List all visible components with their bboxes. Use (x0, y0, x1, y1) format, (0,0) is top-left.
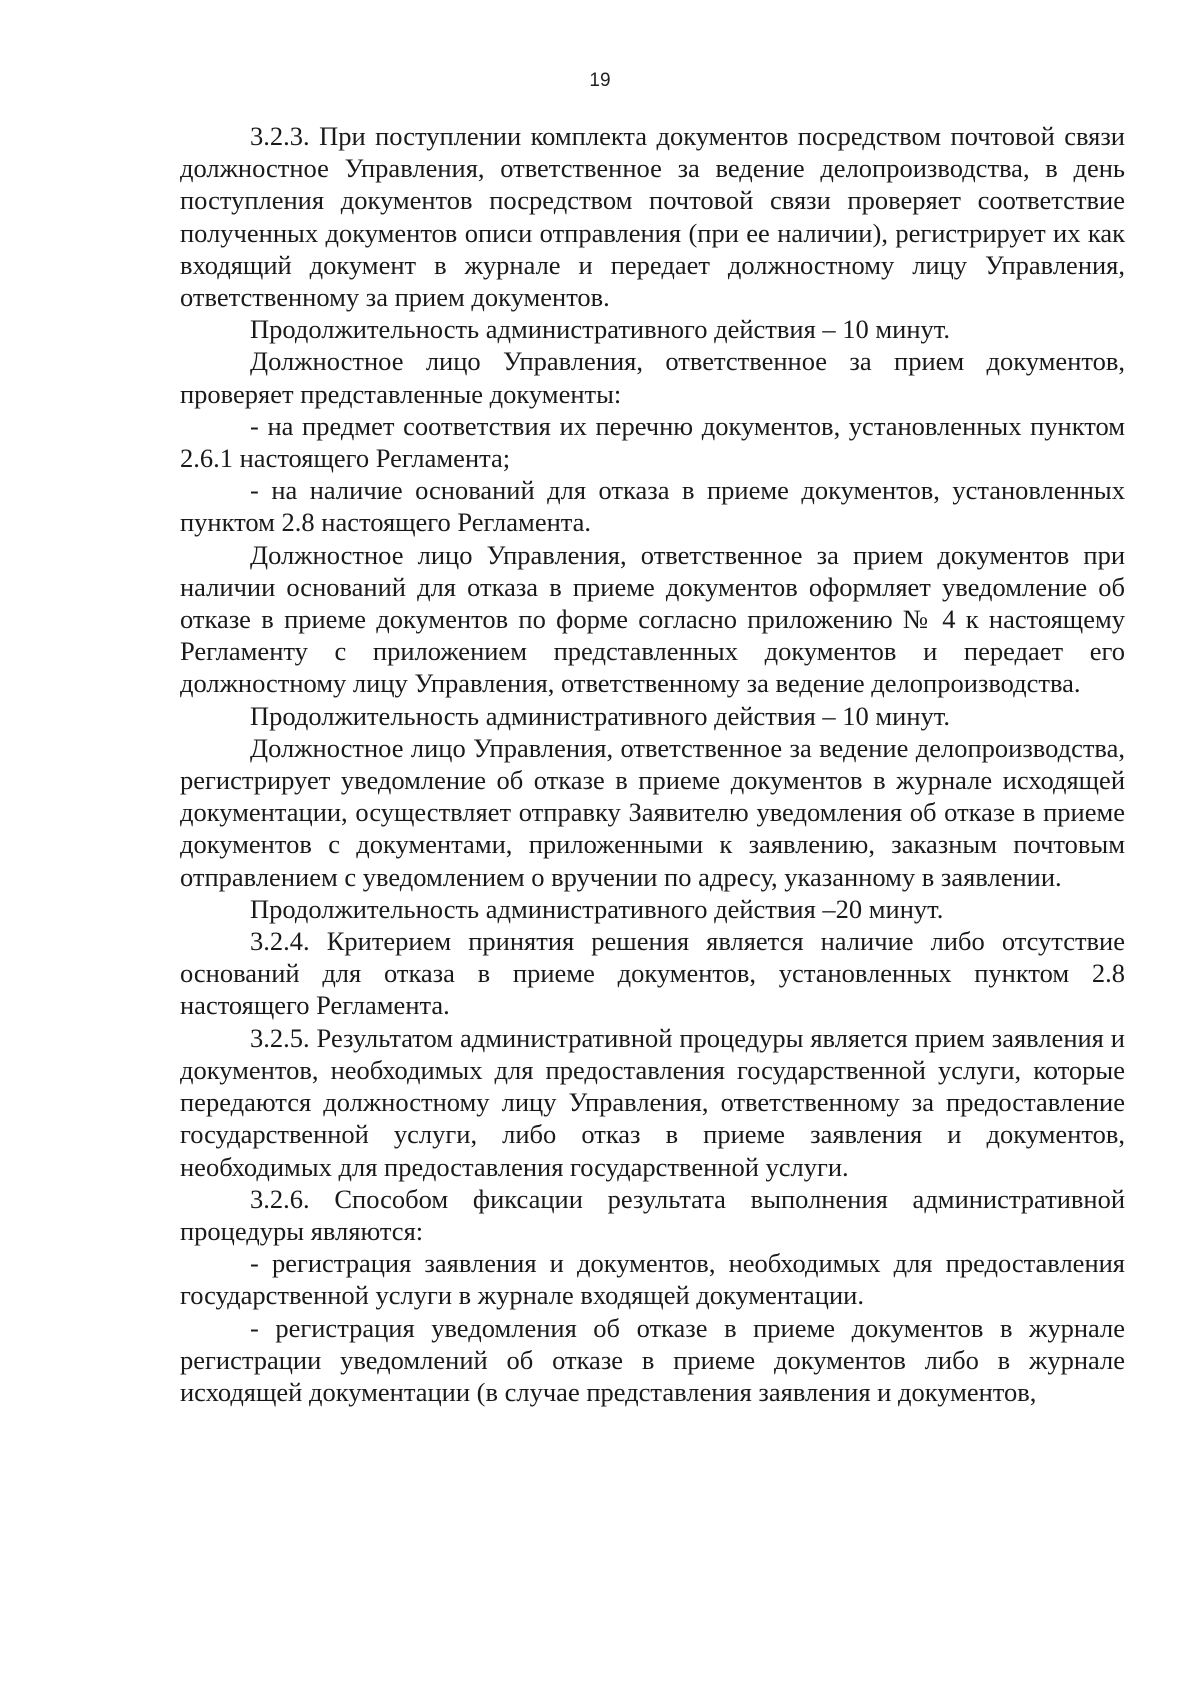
list-item-registration-application: - регистрация заявления и документов, необходимых для предоставления государственной услуги в журнале входящей документации. (180, 1248, 1125, 1311)
list-item-compliance: - на предмет соответствия их перечню документов, установленных пунктом 2.6.1 настоящего Регламента; (180, 410, 1125, 474)
document-body (180, 120, 1125, 1408)
page-number: 19 (589, 70, 611, 91)
paragraph-duration-2: Продолжительность административного действия – 10 минут. (250, 700, 950, 731)
paragraph-refusal-notice: Должностное лицо Управления, ответственное за прием документов при наличии оснований для отказа в приеме документов оформляет уведомление об отказе в приеме документов по форме согласно приложению № 4 к настоящему Регламенту с приложением представленных документов и передает его должностному лицу Управления, ответственному за ведение делопроизводства. (180, 539, 1125, 699)
paragraph-duration-1: Продолжительность административного действия – 10 минут. (250, 314, 950, 345)
paragraph-3-2-6: 3.2.6. Способом фиксации результата выполнения административной процедуры являются: (180, 1183, 1125, 1246)
paragraph-registration-sending: Должностное лицо Управления, ответственное за ведение делопроизводства, регистрирует уведомление об отказе в приеме документов в журнале исходящей документации, осуществляет отправку Заявителю уведомления об отказе в приеме документов с документами, приложенными к заявлению, заказным почтовым отправлением с уведомлением о вручении по адресу, указанному в заявлении. (180, 732, 1125, 892)
paragraph-check-documents: Должностное лицо Управления, ответственное за прием документов, проверяет представленные документы: (180, 346, 1125, 409)
paragraph-3-2-5: 3.2.5. Результатом административной процедуры является прием заявления и документов, необходимых для предоставления государственной услуги, которые передаются должностному лицу Управления, ответственному за предоставление государственной услуги, либо отказ в приеме заявления и документов, необходимых для предоставления государственной услуги. (180, 1022, 1125, 1182)
paragraph-3-2-4: 3.2.4. Критерием принятия решения является наличие либо отсутствие оснований для отказа в приеме документов, установленных пунктом 2.8 настоящего Регламента. (180, 926, 1125, 1021)
list-item-refusal-grounds: - на наличие оснований для отказа в приеме документов, установленных пунктом 2.8 настоящего Регламента. (180, 475, 1125, 538)
list-item-registration-refusal: - регистрация уведомления об отказе в приеме документов в журнале регистрации уведомлений об отказе в приеме документов либо в журнале исходящей документации (в случае представления заявления и документов, (180, 1312, 1125, 1407)
paragraph-3-2-3: 3.2.3. При поступлении комплекта документов посредством почтовой связи должностное Управления, ответственное за ведение делопроизводства, в день поступления документов посредством почтовой связи проверяет соответствие полученных документов описи отправления (при ее наличии), регистрирует их как входящий документ в журнале и передает должностному лицу Управления, ответственному за прием документов. (180, 121, 1125, 313)
paragraph-duration-3: Продолжительность административного действия –20 минут. (250, 893, 944, 924)
